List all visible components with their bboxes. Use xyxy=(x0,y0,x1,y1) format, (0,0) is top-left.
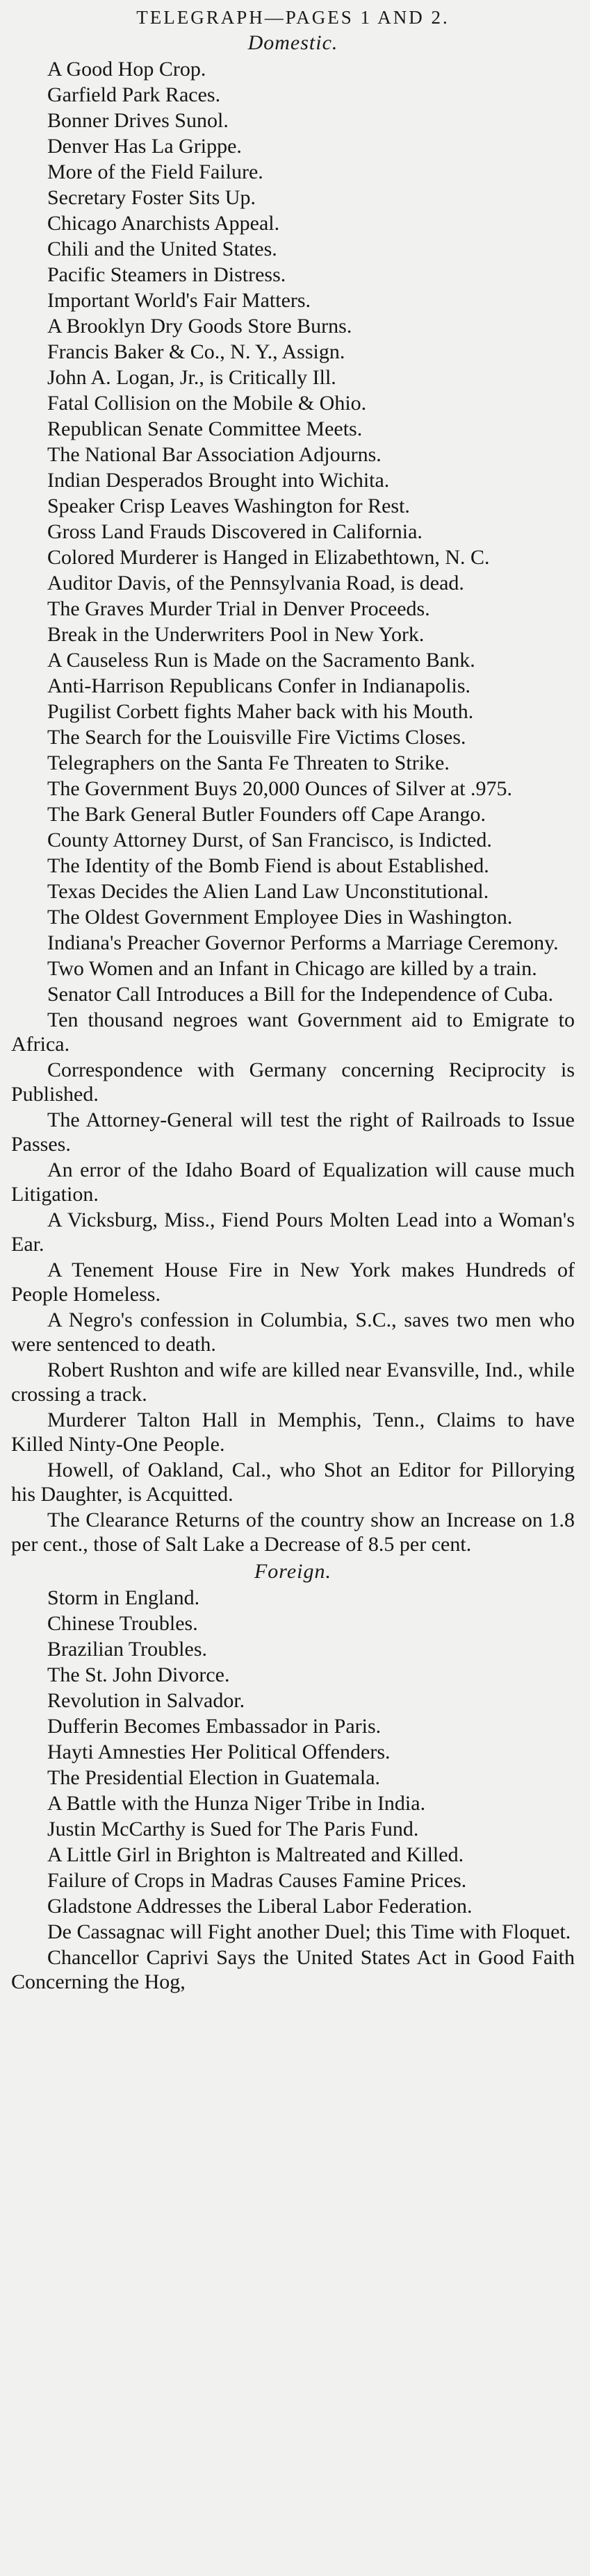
news-item: The Clearance Returns of the country show an Increase on 1.8 per cent., those of Salt Lake a Decrease of 8.5 per cent. xyxy=(11,1509,575,1556)
news-item: A Little Girl in Brighton is Maltreated and Killed. xyxy=(47,1843,464,1866)
domestic-heading: Domestic. xyxy=(247,31,338,54)
news-item: Howell, of Oakland, Cal., who Shot an Editor for Pillorying his Daughter, is Acquitted. xyxy=(11,1459,575,1506)
news-item: Important World's Fair Matters. xyxy=(47,289,311,312)
news-item: A Battle with the Hunza Niger Tribe in India. xyxy=(47,1792,426,1815)
news-item: Break in the Underwriters Pool in New York. xyxy=(47,623,425,646)
news-item: Denver Has La Grippe. xyxy=(47,135,242,158)
news-item: The National Bar Association Adjourns. xyxy=(47,443,382,466)
news-item: The Government Buys 20,000 Ounces of Silver at .975. xyxy=(47,777,513,800)
news-item: The Attorney-General will test the right of Railroads to Issue Passes. xyxy=(11,1108,575,1156)
news-item: The Graves Murder Trial in Denver Proceeds. xyxy=(47,597,430,620)
news-item: Indiana's Preacher Governor Performs a Marriage Ceremony. xyxy=(47,931,559,954)
news-item: Anti-Harrison Republicans Confer in Indianapolis. xyxy=(47,674,471,697)
news-item: Garfield Park Races. xyxy=(47,83,221,106)
news-item: A Good Hop Crop. xyxy=(47,58,206,81)
news-item: Republican Senate Committee Meets. xyxy=(47,417,363,440)
news-item: Indian Desperados Brought into Wichita. xyxy=(47,469,390,492)
news-item: Dufferin Becomes Embassador in Paris. xyxy=(47,1715,382,1738)
news-item: A Causeless Run is Made on the Sacramento Bank. xyxy=(47,649,475,672)
news-item: Chinese Troubles. xyxy=(47,1612,198,1635)
foreign-heading: Foreign. xyxy=(254,1560,332,1583)
news-item: Secretary Foster Sits Up. xyxy=(47,186,256,209)
news-item: Pacific Steamers in Distress. xyxy=(47,263,286,286)
news-item: County Attorney Durst, of San Francisco, is Indicted. xyxy=(47,829,492,851)
news-item: The Bark General Butler Founders off Cape Arango. xyxy=(47,803,486,826)
news-item: Robert Rushton and wife are killed near Evansville, Ind., while crossing a track. xyxy=(11,1358,575,1406)
news-item: Fatal Collision on the Mobile & Ohio. xyxy=(47,392,367,415)
news-item: Storm in England. xyxy=(47,1586,200,1609)
news-item: Speaker Crisp Leaves Washington for Rest. xyxy=(47,495,410,517)
news-item: Two Women and an Infant in Chicago are killed by a train. xyxy=(47,957,537,980)
news-item: De Cassagnac will Fight another Duel; this Time with Floquet. xyxy=(47,1920,571,1943)
news-item: Senator Call Introduces a Bill for the Independence of Cuba. xyxy=(47,983,554,1006)
news-item: Hayti Amnesties Her Political Offenders. xyxy=(47,1740,391,1763)
news-item: Auditor Davis, of the Pennsylvania Road, is dead. xyxy=(47,572,464,595)
news-item: The Oldest Government Employee Dies in Washington. xyxy=(47,906,513,929)
news-item: The St. John Divorce. xyxy=(47,1663,230,1686)
news-item: Correspondence with Germany concerning Reciprocity is Published. xyxy=(11,1058,575,1106)
news-item: A Brooklyn Dry Goods Store Burns. xyxy=(47,315,352,338)
news-item: The Presidential Election in Guatemala. xyxy=(47,1766,381,1789)
news-item: Gross Land Frauds Discovered in California. xyxy=(47,520,423,543)
news-item: Chicago Anarchists Appeal. xyxy=(47,212,280,235)
foreign-news-list xyxy=(11,1586,575,1994)
news-item: Chancellor Caprivi Says the United States Act in Good Faith Concerning the Hog, xyxy=(11,1946,575,1993)
news-item: Gladstone Addresses the Liberal Labor Federation. xyxy=(47,1895,473,1918)
news-item: Chili and the United States. xyxy=(47,238,277,260)
news-item: Pugilist Corbett fights Maher back with his Mouth. xyxy=(47,700,474,723)
news-item: Telegraphers on the Santa Fe Threaten to Strike. xyxy=(47,751,450,774)
news-item: Justin McCarthy is Sued for The Paris Fund. xyxy=(47,1818,419,1840)
news-item: John A. Logan, Jr., is Critically Ill. xyxy=(47,366,336,389)
news-item: Brazilian Troubles. xyxy=(47,1638,207,1661)
news-item: Murderer Talton Hall in Memphis, Tenn., Claims to have Killed Ninty-One People. xyxy=(11,1409,575,1456)
news-item: Texas Decides the Alien Land Law Unconstitutional. xyxy=(47,880,489,903)
news-item: Revolution in Salvador. xyxy=(47,1689,245,1712)
news-item: Ten thousand negroes want Government aid to Emigrate to Africa. xyxy=(11,1008,575,1056)
news-item: More of the Field Failure. xyxy=(47,160,263,183)
news-item: A Tenement House Fire in New York makes Hundreds of People Homeless. xyxy=(11,1258,575,1306)
news-item: A Negro's confession in Columbia, S.C., saves two men who were sentenced to death. xyxy=(11,1308,575,1356)
news-item: Francis Baker & Co., N. Y., Assign. xyxy=(47,340,345,363)
column-title: TELEGRAPH—PAGES 1 AND 2. xyxy=(136,7,450,28)
news-item: The Identity of the Bomb Fiend is about Established. xyxy=(47,854,489,877)
news-item: The Search for the Louisville Fire Victims Closes. xyxy=(47,726,466,749)
news-item: Colored Murderer is Hanged in Elizabethtown, N. C. xyxy=(47,546,490,569)
news-item: Bonner Drives Sunol. xyxy=(47,109,229,132)
domestic-news-list xyxy=(11,57,575,1556)
news-item: A Vicksburg, Miss., Fiend Pours Molten Lead into a Woman's Ear. xyxy=(11,1208,575,1256)
news-item: An error of the Idaho Board of Equalization will cause much Litigation. xyxy=(11,1158,575,1206)
news-item: Failure of Crops in Madras Causes Famine Prices. xyxy=(47,1869,467,1892)
